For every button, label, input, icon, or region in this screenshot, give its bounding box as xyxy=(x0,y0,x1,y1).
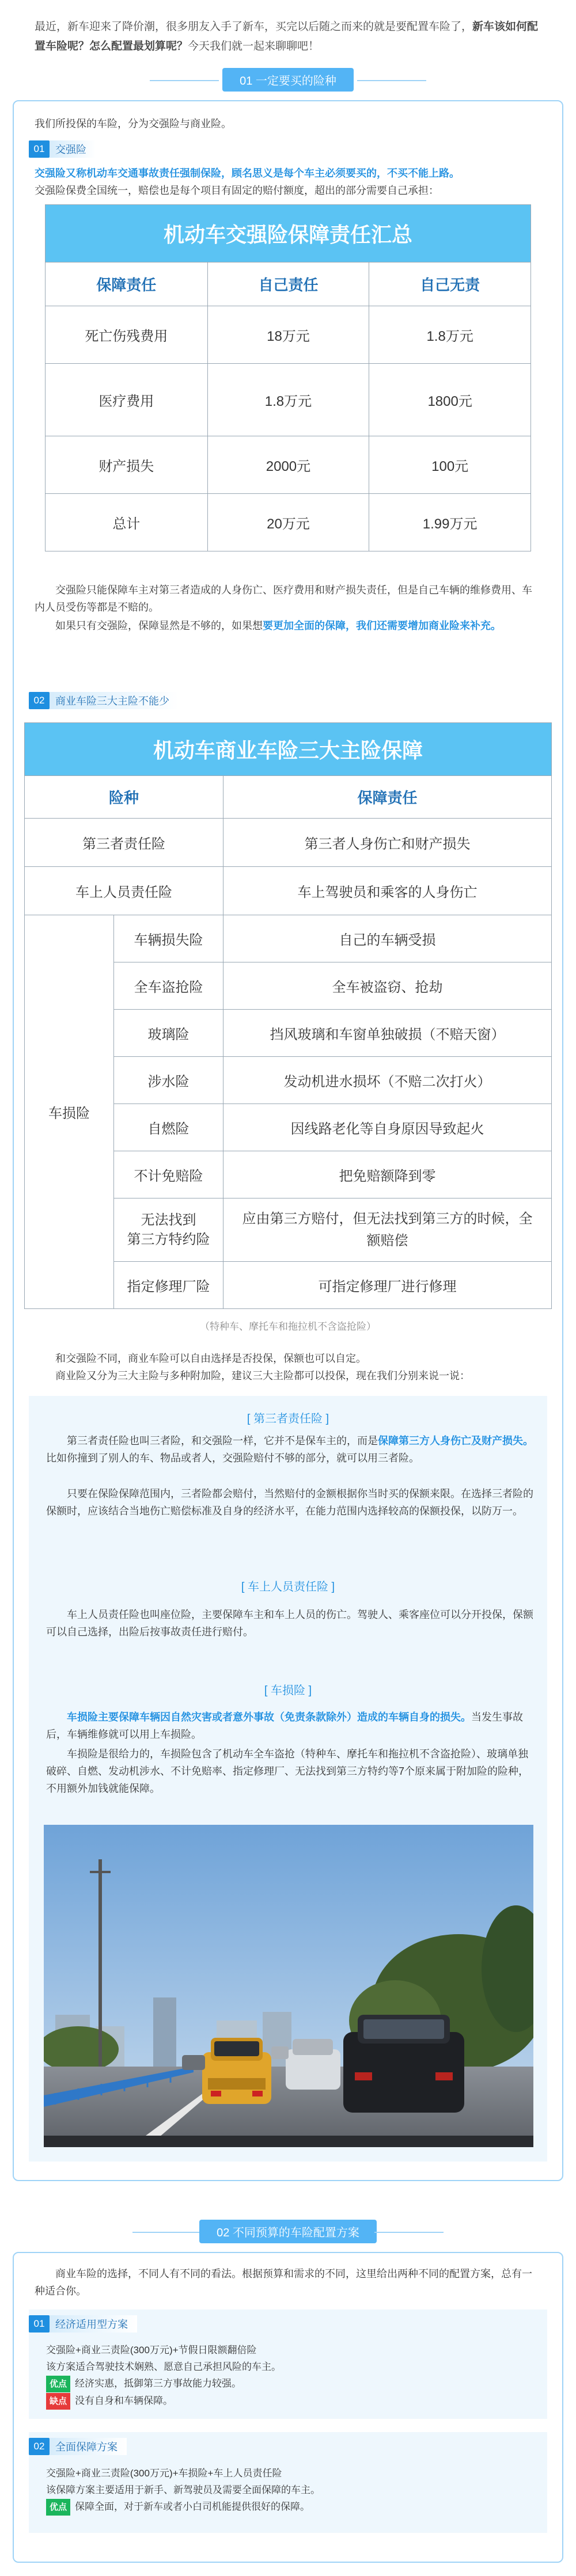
section2-pill: 02 不同预算的车险配置方案 xyxy=(199,2220,377,2243)
pros-text: 保障全面，对于新车或者小白司机能提供很好的保障。 xyxy=(75,2501,310,2512)
plan1-pros xyxy=(46,2375,536,2392)
third-party-text-tail: 比如你撞到了别人的车、物品或者人，交强险赔付不够的部分，就可以用三者险。 xyxy=(46,1452,419,1464)
table-row xyxy=(25,915,552,962)
damage-title: 车损险 xyxy=(271,1684,305,1697)
table-cell: 挡风玻璃和车窗单独破损（不赔天窗） xyxy=(223,1010,552,1057)
table-cell: 2000元 xyxy=(207,436,369,494)
table-row xyxy=(25,867,552,915)
table-cell: 发动机进水损坏（不赔二次打火） xyxy=(223,1057,552,1104)
divider xyxy=(132,2232,202,2233)
pros-tag: 优点 xyxy=(46,2376,70,2392)
damage-p2: 车损险是很给力的，车损险包含了机动车全车盗抢（特种车、摩托车和拖拉机不含盗抢险）、玻璃单独破碎、自燃、发动机涉水、不计免赔率、指定修理厂、无法找到第三方特约等7个原来属于附加险的险种，不用额外加钱就能保障。 xyxy=(46,1748,529,1794)
plan1-body xyxy=(46,2342,536,2410)
commercial-p2: 商业险又分为三大主险与多种附加险，建议三大主险都可以投保，现在我们分别来说一说： xyxy=(55,1370,470,1382)
table-cell: 车上驾驶员和乘客的人身伤亡 xyxy=(223,867,552,915)
plan2-body xyxy=(46,2465,536,2516)
table-cell: 玻璃险 xyxy=(114,1010,223,1057)
table-cell: 1.99万元 xyxy=(369,494,531,551)
onboard-title: 车上人员责任险 xyxy=(248,1581,328,1593)
plan2-title-row xyxy=(29,2437,127,2456)
compulsory-desc xyxy=(35,165,541,199)
table-cell: 车辆损失险 xyxy=(114,915,223,962)
column-header: 保障责任 xyxy=(223,776,552,819)
table-note: （特种车、摩托车和拖拉机不含盗抢险） xyxy=(200,1321,376,1332)
subsection-compulsory xyxy=(29,139,96,159)
third-party-p2: 只要在保险保障范围内，三者险都会赔付，当然赔付的金额根据你当时买的保额来限。在选择三者险的保额时，应该结合当地伤亡赔偿标准及自身的经济水平，在能力范围内选择较高的保额投保，以防万一。 xyxy=(46,1488,533,1517)
table-cell: 可指定修理厂进行修理 xyxy=(223,1262,552,1309)
column-header: 自己责任 xyxy=(207,262,369,306)
group-label: 车损险 xyxy=(25,915,114,1309)
table-cell: 涉水险 xyxy=(114,1057,223,1104)
table-cell: 100元 xyxy=(369,436,531,494)
table-cell: 无法找到 第三方特约险 xyxy=(114,1198,223,1262)
subsection-number: 01 xyxy=(29,140,50,158)
table-cell: 总计 xyxy=(46,494,208,551)
pros-tag: 优点 xyxy=(46,2499,70,2516)
table-cell: 全车盗抢险 xyxy=(114,962,223,1010)
damage-heading: [ 车损险 ] xyxy=(264,1684,312,1697)
table-row xyxy=(46,364,531,436)
plan-number: 01 xyxy=(29,2315,50,2333)
table-cell: 因线路老化等自身原因导致起火 xyxy=(223,1104,552,1151)
commercial-p1: 和交强险不同，商业车险可以自由选择是否投保，保额也可以自定。 xyxy=(55,1353,366,1364)
table-row xyxy=(46,494,531,551)
plan2-coverage: 交强险+商业三责险(300万元)+车损险+车上人员责任险 xyxy=(46,2468,282,2479)
column-header: 保障责任 xyxy=(46,262,208,306)
table-title: 机动车商业车险三大主险保障 xyxy=(25,723,552,776)
table-cell: 1.8万元 xyxy=(369,306,531,364)
plan-title: 全面保障方案 xyxy=(50,2438,127,2455)
damage-p1 xyxy=(46,1709,536,1743)
table-cell: 把免赔额降到零 xyxy=(223,1151,552,1198)
subsection-title: 商业车险三大主险不能少 xyxy=(50,692,179,709)
compulsory-table xyxy=(45,204,531,551)
commercial-intro-text: 如果只有交强险，保障显然是不够的，如果想 xyxy=(55,620,263,631)
plan1-title-row xyxy=(29,2314,137,2334)
table-title: 机动车交强险保障责任汇总 xyxy=(46,205,531,262)
plan-number: 02 xyxy=(29,2438,50,2455)
table-cell: 1.8万元 xyxy=(207,364,369,436)
commercial-table xyxy=(24,722,552,1309)
table-cell: 20万元 xyxy=(207,494,369,551)
plan1-coverage: 交强险+商业三责险(300万元)+节假日限额翻倍险 xyxy=(46,2345,257,2356)
table-cell: 应由第三方赔付，但无法找到第三方的时候，全额赔偿 xyxy=(223,1198,552,1262)
compulsory-desc-highlight: 交强险又称机动车交通事故责任强制保险，顾名思义是每个车主必须要买的，不买不能上路。 xyxy=(35,168,460,179)
intro-tail-text: 今天我们就一起来聊聊吧！ xyxy=(188,40,320,52)
commercial-intro-highlight: 要更加全面的保障，我们还需要增加商业险来补充。 xyxy=(263,620,501,631)
traffic-photo xyxy=(44,1825,533,2147)
compulsory-desc-rest: 交强险保费全国统一，赔偿也是每个项目有固定的赔付额度，超出的部分需要自己承担： xyxy=(35,185,439,196)
table-cell: 全车被盗窃、抢劫 xyxy=(223,962,552,1010)
intro-bold-text: 新车该如何配置车险呢？怎么配置最划算呢？ xyxy=(35,21,539,52)
section1-lead: 我们所投保的车险，分为交强险与商业险。 xyxy=(35,118,232,130)
intro-text: 最近，新车迎来了降价潮，很多朋友入手了新车，买完以后随之而来的就是要配置车险了， xyxy=(35,21,473,33)
damage-highlight: 车损险主要保障车辆因自然灾害或者意外事故（免责条款除外）造成的车辆自身的损失。 xyxy=(67,1711,471,1723)
onboard-p1: 车上人员责任险也叫座位险，主要保障车主和车上人员的伤亡。驾驶人、乘客座位可以分开投保，保额可以自己选择，出险后按事故责任进行赔付。 xyxy=(46,1609,533,1638)
subsection-title: 交强险 xyxy=(50,140,96,158)
table-cell: 自燃险 xyxy=(114,1104,223,1151)
compulsory-note: 交强险只能保障车主对第三者造成的人身伤亡、医疗费用和财产损失责任，但是自己车辆的维修费用、车内人员受伤等都是不赔的。 xyxy=(35,584,532,613)
commercial-intro xyxy=(35,617,541,634)
damage-text-tail: 当发生事故后，车辆维修就可以用上车损险。 xyxy=(46,1711,523,1740)
intro-paragraph xyxy=(35,17,541,56)
cons-tag: 缺点 xyxy=(46,2393,70,2410)
table-row xyxy=(46,436,531,494)
table-cell: 第三者人身伤亡和财产损失 xyxy=(223,819,552,867)
third-party-highlight: 保障第三方人身伤亡及财产损失。 xyxy=(378,1435,533,1447)
subsection-number: 02 xyxy=(29,692,50,709)
table-cell: 自己的车辆受损 xyxy=(223,915,552,962)
third-party-title: 第三者责任险 xyxy=(253,1413,323,1425)
table-row xyxy=(25,819,552,867)
table-cell: 死亡伤残费用 xyxy=(46,306,208,364)
onboard-heading: [ 车上人员责任险 ] xyxy=(241,1581,335,1593)
column-header: 自己无责 xyxy=(369,262,531,306)
table-cell: 不计免赔险 xyxy=(114,1151,223,1198)
subsection-commercial xyxy=(29,691,179,710)
plan2-pros xyxy=(46,2498,536,2516)
section1-pill: 01 一定要买的险种 xyxy=(222,68,354,92)
table-cell: 车上人员责任险 xyxy=(25,867,223,915)
third-party-heading: [ 第三者责任险 ] xyxy=(247,1413,329,1425)
divider xyxy=(374,2232,444,2233)
divider xyxy=(357,80,426,81)
plan1-cons xyxy=(46,2392,536,2410)
table-cell: 指定修理厂险 xyxy=(114,1262,223,1309)
table-cell: 医疗费用 xyxy=(46,364,208,436)
column-header: 险种 xyxy=(25,776,223,819)
cons-text: 没有自身和车辆保障。 xyxy=(75,2395,173,2406)
plan1-audience: 该方案适合驾驶技术娴熟、愿意自己承担风险的车主。 xyxy=(46,2361,281,2372)
plan-title: 经济适用型方案 xyxy=(50,2315,137,2333)
table-cell: 第三者责任险 xyxy=(25,819,223,867)
pros-text: 经济实惠，抵御第三方事故能力较强。 xyxy=(75,2378,242,2389)
section2-header xyxy=(0,2220,576,2243)
table-row xyxy=(46,306,531,364)
table-cell: 1800元 xyxy=(369,364,531,436)
plan2-audience: 该保障方案主要适用于新手、新驾驶员及需要全面保障的车主。 xyxy=(46,2484,320,2495)
divider xyxy=(150,80,219,81)
table-cell: 18万元 xyxy=(207,306,369,364)
table-cell: 财产损失 xyxy=(46,436,208,494)
section2-lead: 商业车险的选择，不同人有不同的看法。根据预算和需求的不同，这里给出两种不同的配置方案，总有一种适合你。 xyxy=(35,2268,532,2297)
third-party-p1 xyxy=(46,1432,536,1467)
section1-header xyxy=(0,68,576,92)
traffic-photo-illustration xyxy=(44,1825,533,2147)
third-party-text: 第三者责任险也叫三者险，和交强险一样，它并不是保车主的，而是 xyxy=(67,1435,378,1447)
